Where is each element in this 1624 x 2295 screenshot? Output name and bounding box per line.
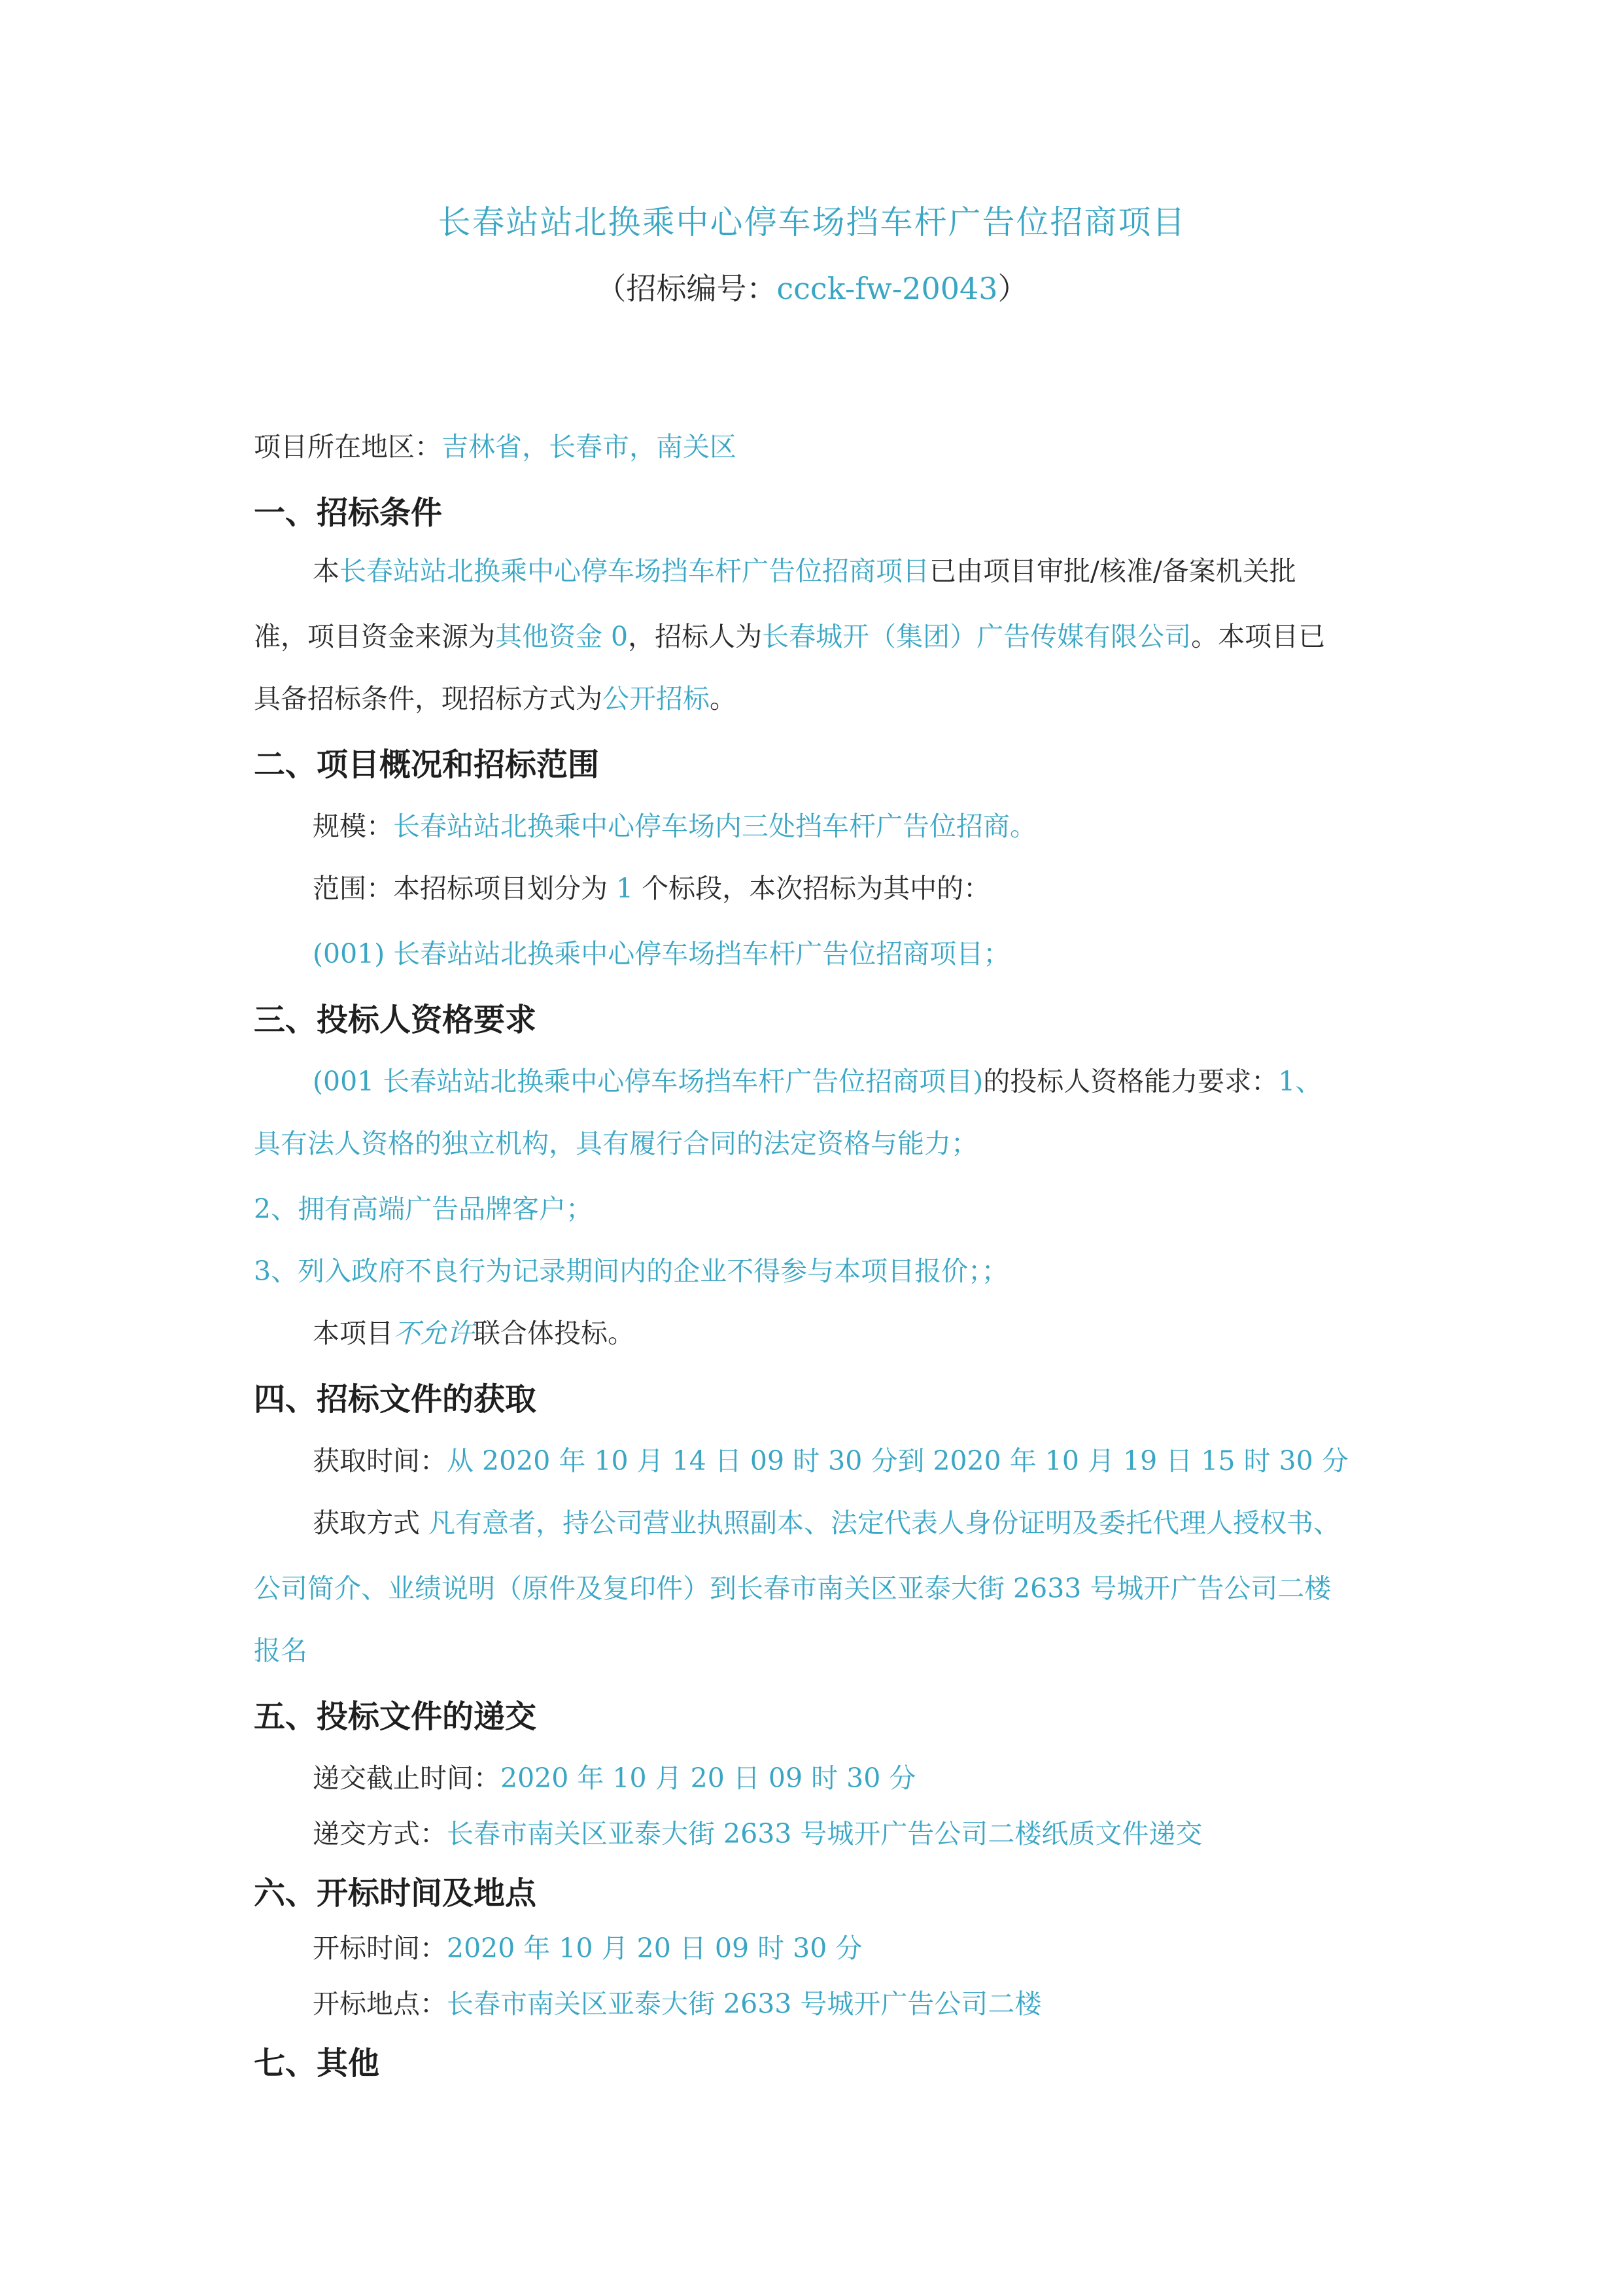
- scale-value: 长春站站北换乘中心停车场内三处挡车杆广告位招商。: [393, 811, 1037, 842]
- tenderer-name: 长春城开（集团）广告传媒有限公司: [762, 621, 1192, 652]
- qualification-line-1: [313, 1060, 1322, 1098]
- section-1-para-line-2: [254, 615, 1325, 654]
- acquisition-time-label: 获取时间：: [313, 1445, 447, 1477]
- section-4-heading: 四、招标文件的获取: [254, 1381, 537, 1418]
- opening-place: [313, 1982, 1041, 2021]
- text: 具备招标条件，现招标方式为: [254, 683, 602, 714]
- opening-place-label: 开标地点：: [313, 1988, 447, 2020]
- section-2-heading: 二、项目概况和招标范围: [254, 746, 600, 783]
- tender-number-code: ccck-fw-20043: [776, 271, 998, 306]
- text: 。本项目已: [1191, 621, 1326, 652]
- project-name: 长春站站北换乘中心停车场挡车杆广告位招商项目: [339, 555, 929, 587]
- section-6-heading: 六、开标时间及地点: [254, 1875, 537, 1912]
- document-title: 长春站站北换乘中心停车场挡车杆广告位招商项目: [438, 203, 1186, 241]
- region-label: 项目所在地区：: [254, 431, 441, 463]
- acquisition-method-label: 获取方式: [313, 1507, 420, 1539]
- text: 准，项目资金来源为: [254, 621, 495, 652]
- region-value: 吉林省，长春市，南关区: [441, 431, 736, 463]
- acquisition-method-value: 凡有意者，持公司营业执照副本、法定代表人身份证明及委托代理人授权书、: [428, 1507, 1341, 1539]
- acquisition-time: [313, 1439, 1349, 1478]
- text: 本项目: [313, 1318, 393, 1349]
- project-scale: [313, 805, 1037, 843]
- section-3-heading: 三、投标人资格要求: [254, 1002, 537, 1038]
- text: 个标段，本次招标为其中的：: [642, 873, 991, 904]
- lot-reference: (001 长春站站北换乘中心停车场挡车杆广告位招商项目): [313, 1066, 984, 1097]
- qualification-line-4: 3、列入政府不良行为记录期间内的企业不得参与本项目报价；；: [254, 1255, 1009, 1287]
- section-7-heading: 七、其他: [254, 2045, 380, 2082]
- opening-time: [313, 1927, 862, 1965]
- text: 。: [710, 683, 736, 714]
- way-value: 长春市南关区亚泰大街 2633 号城开广告公司二楼纸质文件递交: [447, 1818, 1203, 1849]
- joint-venture-note: [313, 1312, 634, 1350]
- section-1-para-line-3: [254, 677, 736, 716]
- project-range: [313, 867, 990, 905]
- text: 已由项目审批/核准/备案机关批: [929, 555, 1296, 587]
- tender-number-prefix: （招标编号：: [596, 271, 777, 306]
- fund-source: 其他资金 0: [495, 621, 629, 652]
- tender-number-suffix: ）: [997, 271, 1028, 306]
- project-region: [254, 425, 736, 464]
- section-1-para-line-1: [313, 550, 1296, 588]
- tender-number: [0, 265, 1624, 308]
- qualification-line-3: 2、拥有高端广告品牌客户；: [254, 1193, 593, 1225]
- item-number: 1、: [1278, 1066, 1322, 1097]
- lot-count: 1: [608, 873, 642, 904]
- text: 本: [313, 555, 339, 587]
- text: 范围：本招标项目划分为: [313, 873, 608, 904]
- acquisition-method-line-1: [313, 1501, 1340, 1540]
- joint-venture-value: 不允许: [393, 1318, 474, 1349]
- submission-deadline: [313, 1757, 916, 1795]
- section-5-heading: 五、投标文件的递交: [254, 1698, 537, 1735]
- acquisition-method-line-2: 公司简介、业绩说明（原件及复印件）到长春市南关区亚泰大街 2633 号城开广告公司二楼: [254, 1573, 1332, 1604]
- text: 的投标人资格能力要求：: [983, 1066, 1279, 1097]
- acquisition-method-line-3: 报名: [254, 1635, 307, 1666]
- opening-time-label: 开标时间：: [313, 1933, 447, 1964]
- acquisition-time-value: 从 2020 年 10 月 14 日 09 时 30 分到 2020 年 10 月 19 日 15 时 30 分: [447, 1445, 1349, 1477]
- qualification-line-2: 具有法人资格的独立机构，具有履行合同的法定资格与能力；: [254, 1128, 978, 1159]
- opening-time-value: 2020 年 10 月 20 日 09 时 30 分: [447, 1933, 863, 1964]
- opening-place-value: 长春市南关区亚泰大街 2633 号城开广告公司二楼: [447, 1988, 1042, 2020]
- way-label: 递交方式：: [313, 1818, 447, 1849]
- section-1-heading: 一、招标条件: [254, 495, 443, 531]
- deadline-label: 递交截止时间：: [313, 1762, 500, 1794]
- text: ，招标人为: [628, 621, 763, 652]
- text: 联合体投标。: [474, 1318, 634, 1349]
- lot-item: (001) 长春站站北换乘中心停车场挡车杆广告位招商项目；: [313, 938, 1011, 970]
- scale-label: 规模：: [313, 811, 393, 842]
- submission-way: [313, 1812, 1202, 1851]
- tender-method: 公开招标: [602, 683, 710, 714]
- deadline-value: 2020 年 10 月 20 日 09 时 30 分: [500, 1762, 916, 1794]
